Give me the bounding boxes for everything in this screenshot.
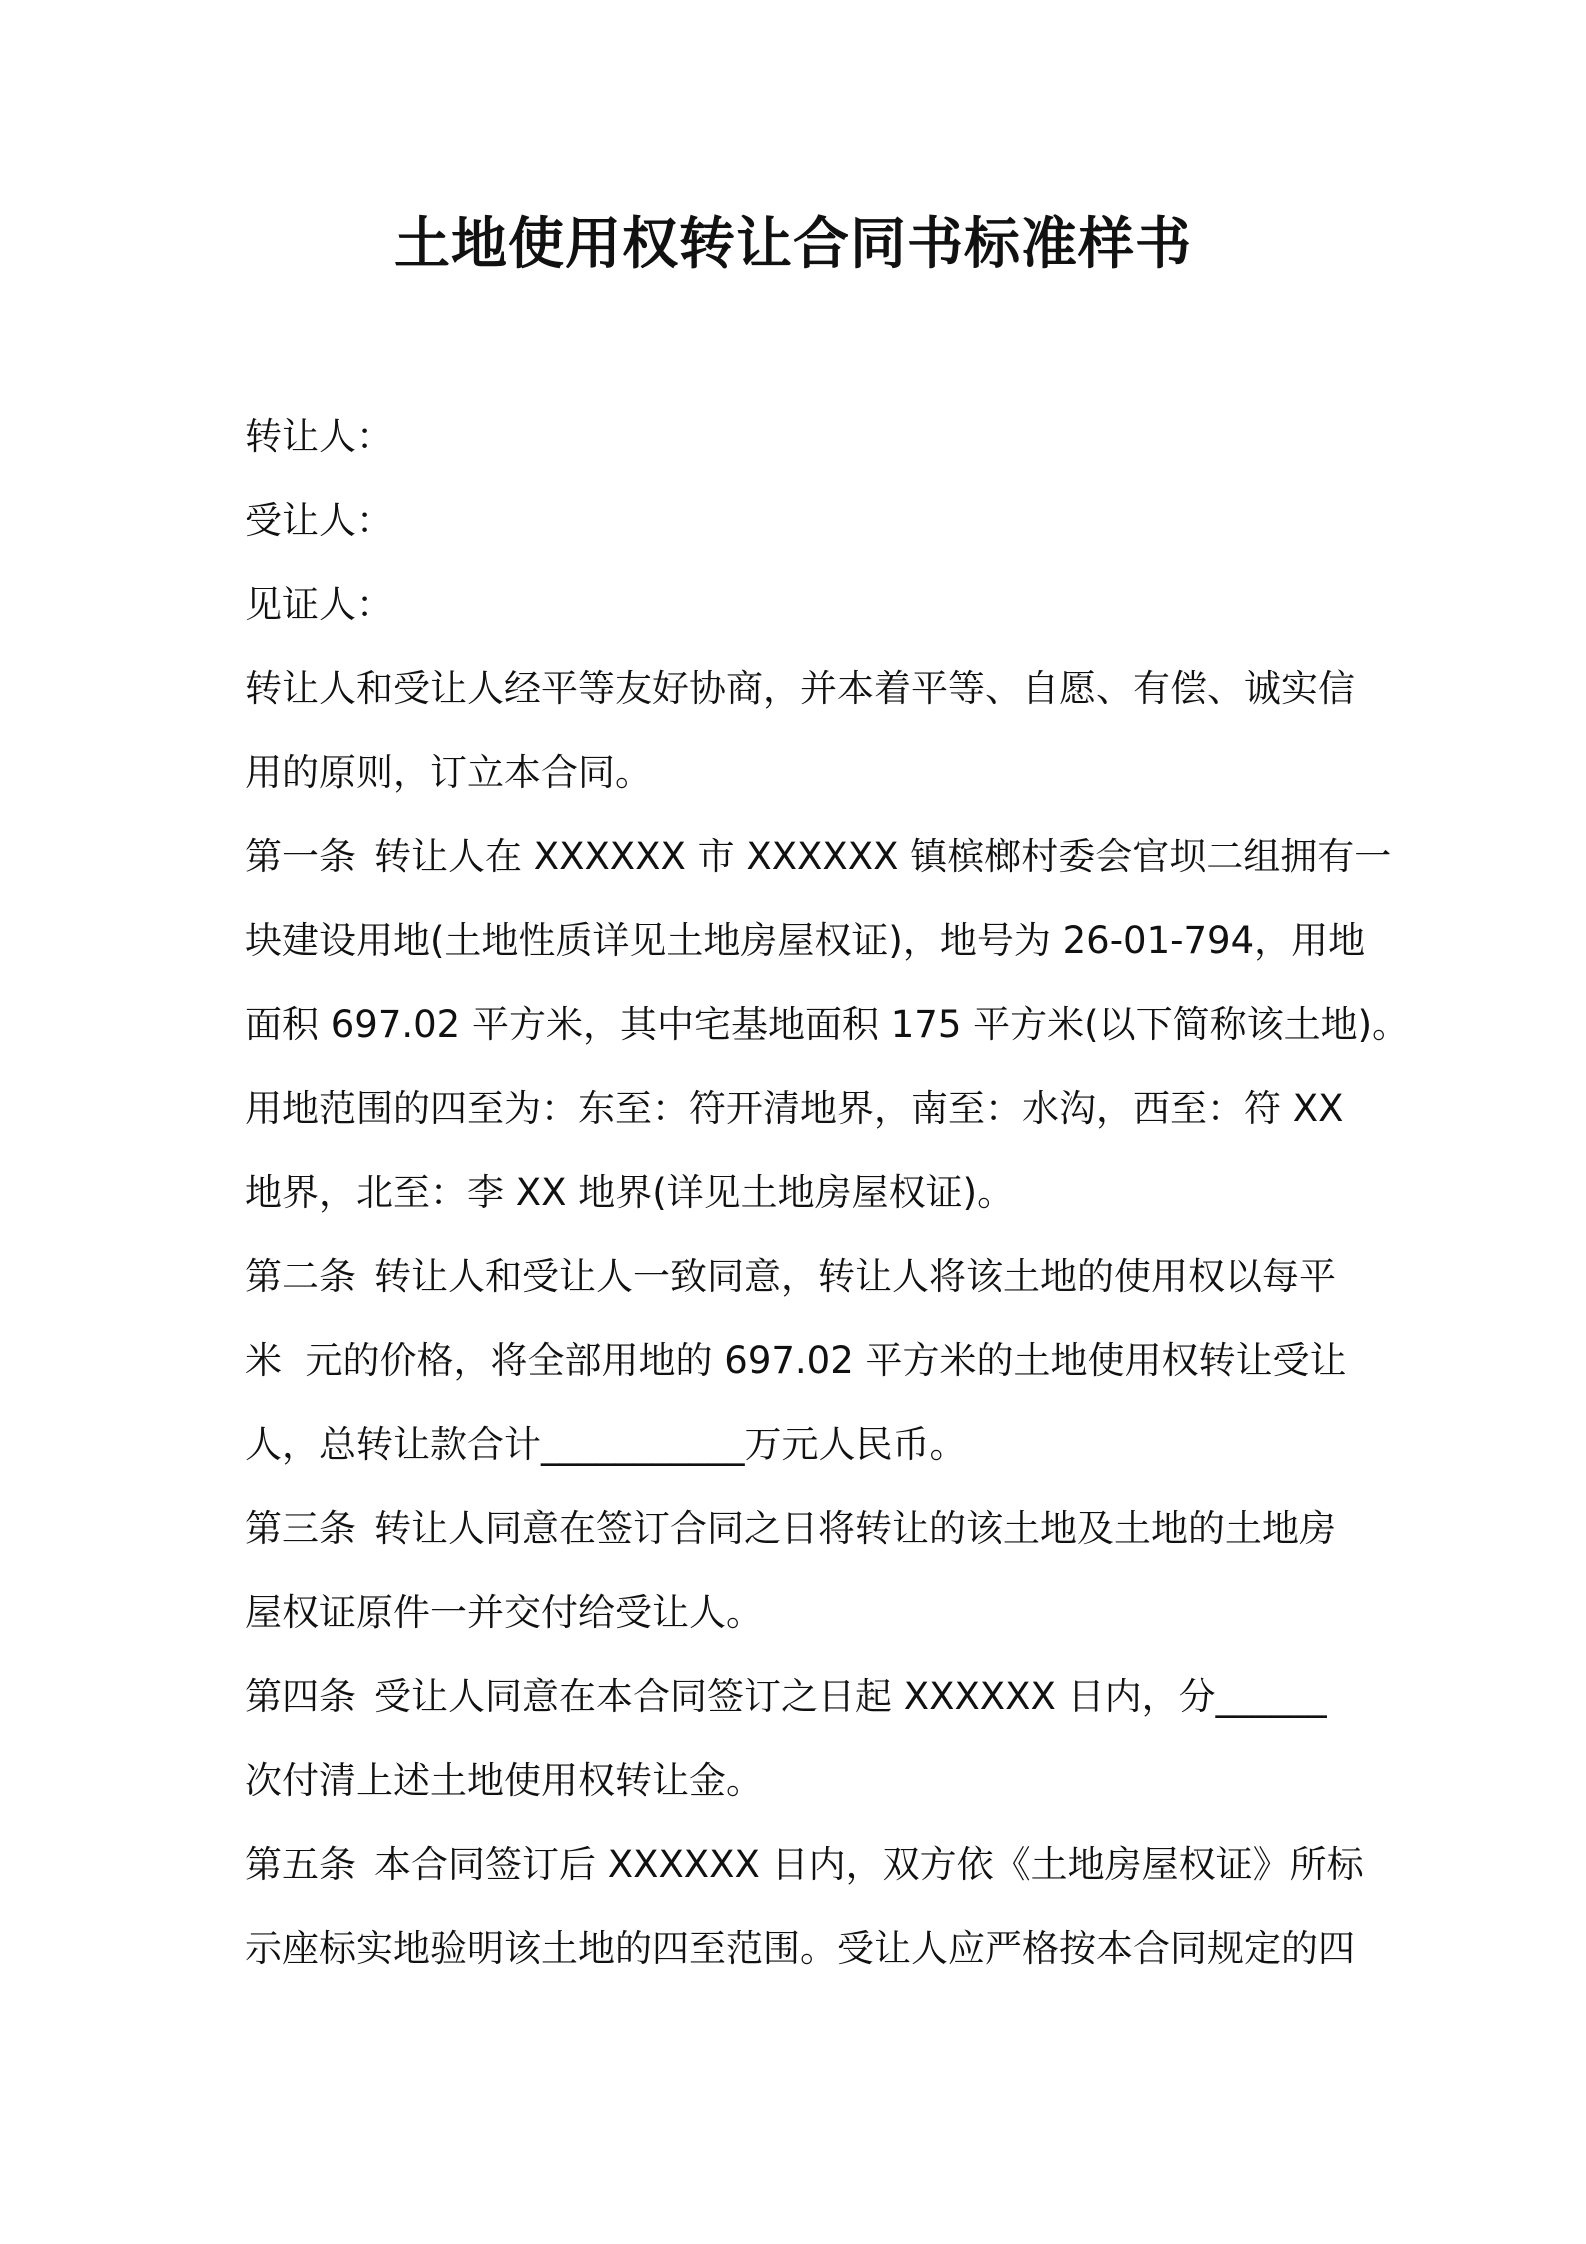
article-5-first-line — [245, 1823, 1445, 1907]
preamble-line: 转让人和受让人经平等友好协商，并本着平等、自愿、有偿、诚实信 — [245, 667, 1355, 710]
party-transferee: 受让人： — [245, 499, 393, 542]
article-1-first-line — [245, 815, 1445, 899]
article-number: 第一条 — [245, 835, 356, 878]
article-2-first-line — [245, 1235, 1445, 1319]
article-text: 受让人同意在本合同签订之日起 XXXXXX 日内，分______ — [374, 1675, 1327, 1718]
article-text: 本合同签订后 XXXXXX 日内，双方依《土地房屋权证》所标 — [374, 1843, 1364, 1886]
article-text: 转让人在 XXXXXX 市 XXXXXX 镇槟榔村委会官坝二组拥有一 — [374, 835, 1392, 878]
party-transferor: 转让人： — [245, 415, 393, 458]
article-5-line: 示座标实地验明该土地的四至范围。受让人应严格按本合同规定的四 — [245, 1927, 1355, 1970]
article-number: 第二条 — [245, 1255, 356, 1298]
article-1-line: 块建设用地(土地性质详见土地房屋权证)，地号为 26-01-794，用地 — [245, 919, 1366, 962]
preamble-line: 用的原则，订立本合同。 — [245, 751, 652, 794]
document-body — [245, 395, 1445, 1991]
article-1-line: 地界，北至：李 XX 地界(详见土地房屋权证)。 — [245, 1171, 1015, 1214]
article-text: 转让人和受让人一致同意，转让人将该土地的使用权以每平 — [374, 1255, 1336, 1298]
party-witness: 见证人： — [245, 583, 393, 626]
article-2-line: 人，总转让款合计___________万元人民币。 — [245, 1423, 967, 1466]
article-1-line: 用地范围的四至为：东至：符开清地界，南至：水沟，西至：符 XX — [245, 1087, 1344, 1130]
document-title: 土地使用权转让合同书标准样书 — [394, 212, 1192, 277]
article-3-line: 屋权证原件一并交付给受让人。 — [245, 1591, 763, 1634]
article-number: 第五条 — [245, 1843, 356, 1886]
article-4-line: 次付清上述土地使用权转让金。 — [245, 1759, 763, 1802]
article-text: 转让人同意在签订合同之日将转让的该土地及土地的土地房 — [374, 1507, 1336, 1550]
article-2-line: 米 元的价格，将全部用地的 697.02 平方米的土地使用权转让受让 — [245, 1339, 1347, 1382]
article-1-line: 面积 697.02 平方米，其中宅基地面积 175 平方米(以下简称该土地)。 — [245, 1003, 1409, 1046]
article-3-first-line — [245, 1487, 1445, 1571]
article-number: 第四条 — [245, 1675, 356, 1718]
article-4-first-line — [245, 1655, 1445, 1739]
article-number: 第三条 — [245, 1507, 356, 1550]
